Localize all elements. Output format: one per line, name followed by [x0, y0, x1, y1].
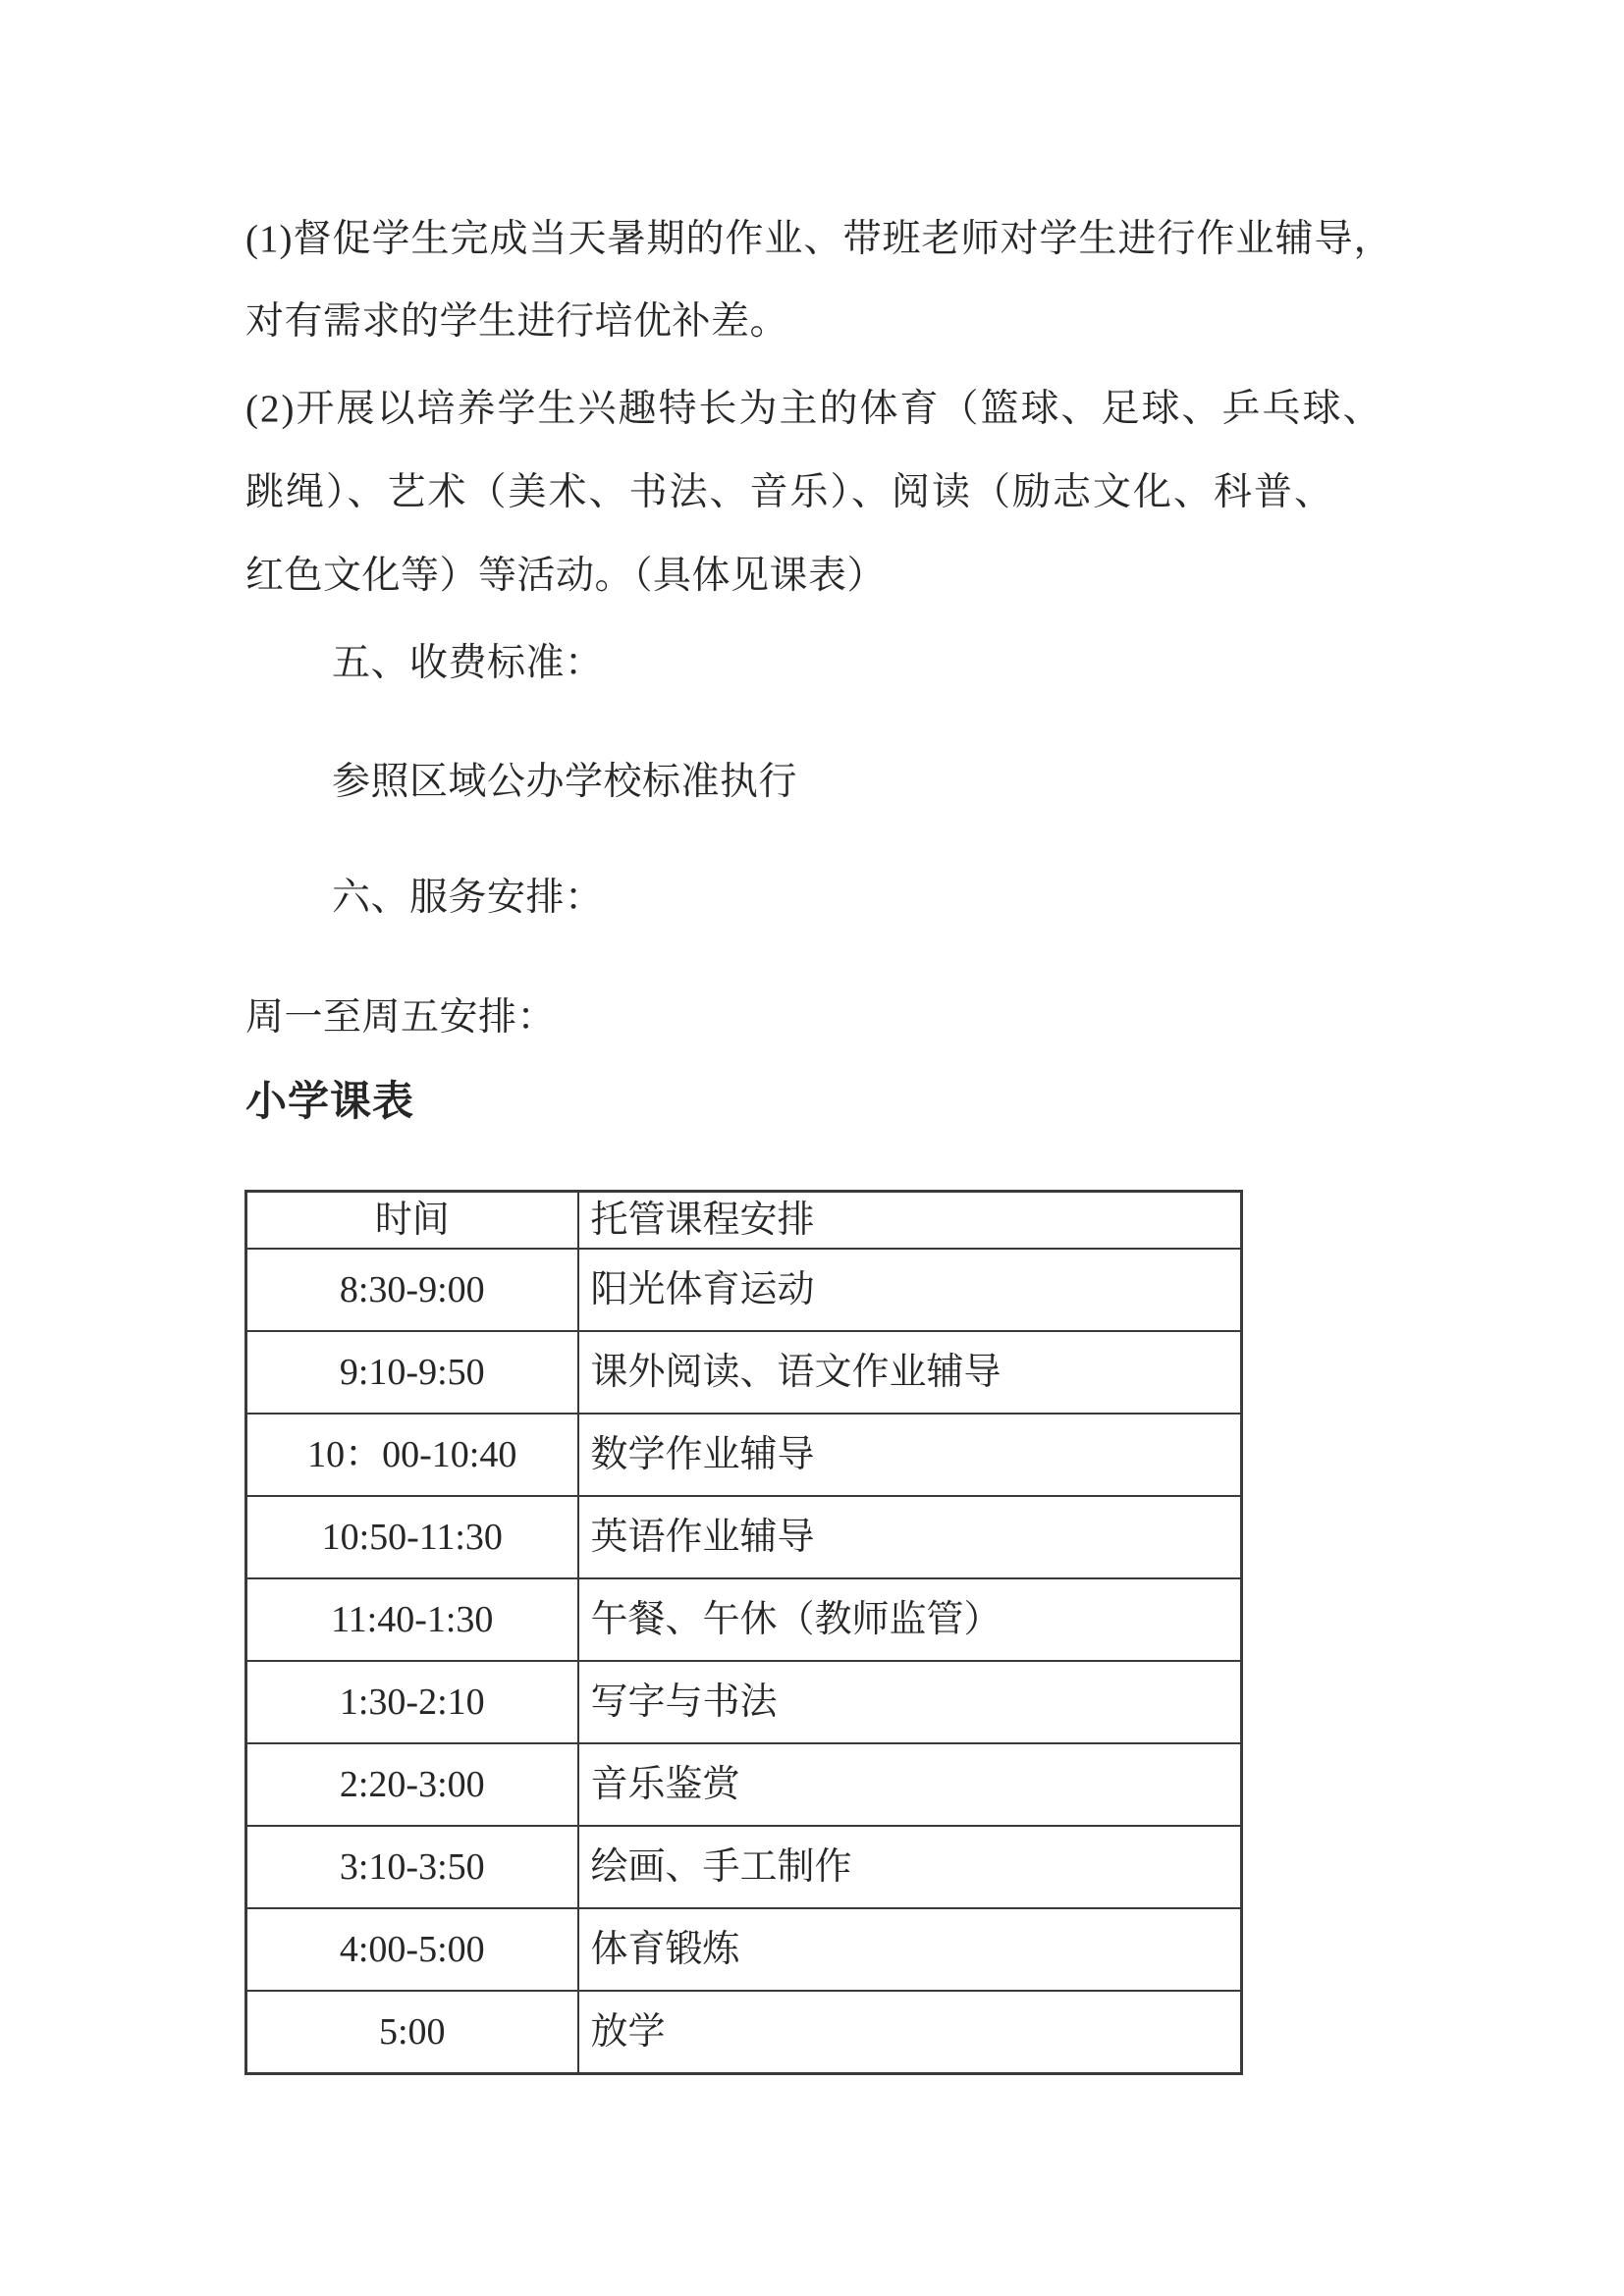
- paragraph-line-2: 对有需求的学生进行培优补差。: [245, 300, 789, 343]
- heading-service-arrangement: 六、服务安排：: [332, 877, 604, 919]
- time-cell: 8:30-9:00: [246, 1249, 578, 1331]
- time-cell: 11:40-1:30: [246, 1578, 578, 1661]
- activity-cell: 课外阅读、语文作业辅导: [578, 1331, 1242, 1414]
- paragraph-line-1: (1)督促学生完成当天暑期的作业、带班老师对学生进行作业辅导，: [245, 218, 1393, 260]
- activity-cell: 绘画、手工制作: [578, 1826, 1242, 1908]
- activity-cell: 体育锻炼: [578, 1908, 1242, 1991]
- time-cell: 4:00-5:00: [246, 1908, 578, 1991]
- table-row: [246, 1249, 1242, 1331]
- activity-cell: 写字与书法: [578, 1661, 1242, 1743]
- primary-school-timetable-title: 小学课表: [245, 1080, 415, 1125]
- activity-cell: 放学: [578, 1991, 1242, 2074]
- activity-cell: 数学作业辅导: [578, 1414, 1242, 1496]
- time-cell: 10:50-11:30: [246, 1496, 578, 1578]
- table-row: [246, 1414, 1242, 1496]
- paragraph-line-5: 红色文化等）等活动。（具体见课表）: [245, 555, 887, 597]
- time-cell: 1:30-2:10: [246, 1661, 578, 1743]
- time-cell: 2:20-3:00: [246, 1743, 578, 1826]
- activity-cell: 午餐、午休（教师监管）: [578, 1578, 1242, 1661]
- paragraph-line-4: 跳绳）、艺术（美术、书法、音乐）、阅读（励志文化、科普、: [245, 471, 1335, 513]
- table-row: [246, 1496, 1242, 1578]
- schedule-table: [244, 1190, 1243, 2075]
- heading-fee-standard: 五、收费标准：: [332, 642, 604, 684]
- table-row: [246, 1908, 1242, 1991]
- table-header-row: [246, 1192, 1242, 1250]
- column-header-time: 时间: [246, 1192, 578, 1250]
- table-row: [246, 1661, 1242, 1743]
- weekday-arrangement-label: 周一至周五安排：: [245, 996, 557, 1039]
- schedule-table-body: [246, 1192, 1242, 2074]
- table-row: [246, 1743, 1242, 1826]
- activity-cell: 音乐鉴赏: [578, 1743, 1242, 1826]
- paragraph-line-3: (2)开展以培养学生兴趣特长为主的体育（篮球、足球、乒乓球、: [245, 388, 1383, 430]
- table-row: [246, 1331, 1242, 1414]
- table-row: [246, 1826, 1242, 1908]
- activity-cell: 英语作业辅导: [578, 1496, 1242, 1578]
- time-cell: 10：00-10:40: [246, 1414, 578, 1496]
- time-cell: 5:00: [246, 1991, 578, 2074]
- table-row: [246, 1991, 1242, 2074]
- activity-cell: 阳光体育运动: [578, 1249, 1242, 1331]
- time-cell: 3:10-3:50: [246, 1826, 578, 1908]
- table-row: [246, 1578, 1242, 1661]
- fee-standard-detail: 参照区域公办学校标准执行: [332, 761, 798, 803]
- time-cell: 9:10-9:50: [246, 1331, 578, 1414]
- column-header-program: 托管课程安排: [578, 1192, 1242, 1250]
